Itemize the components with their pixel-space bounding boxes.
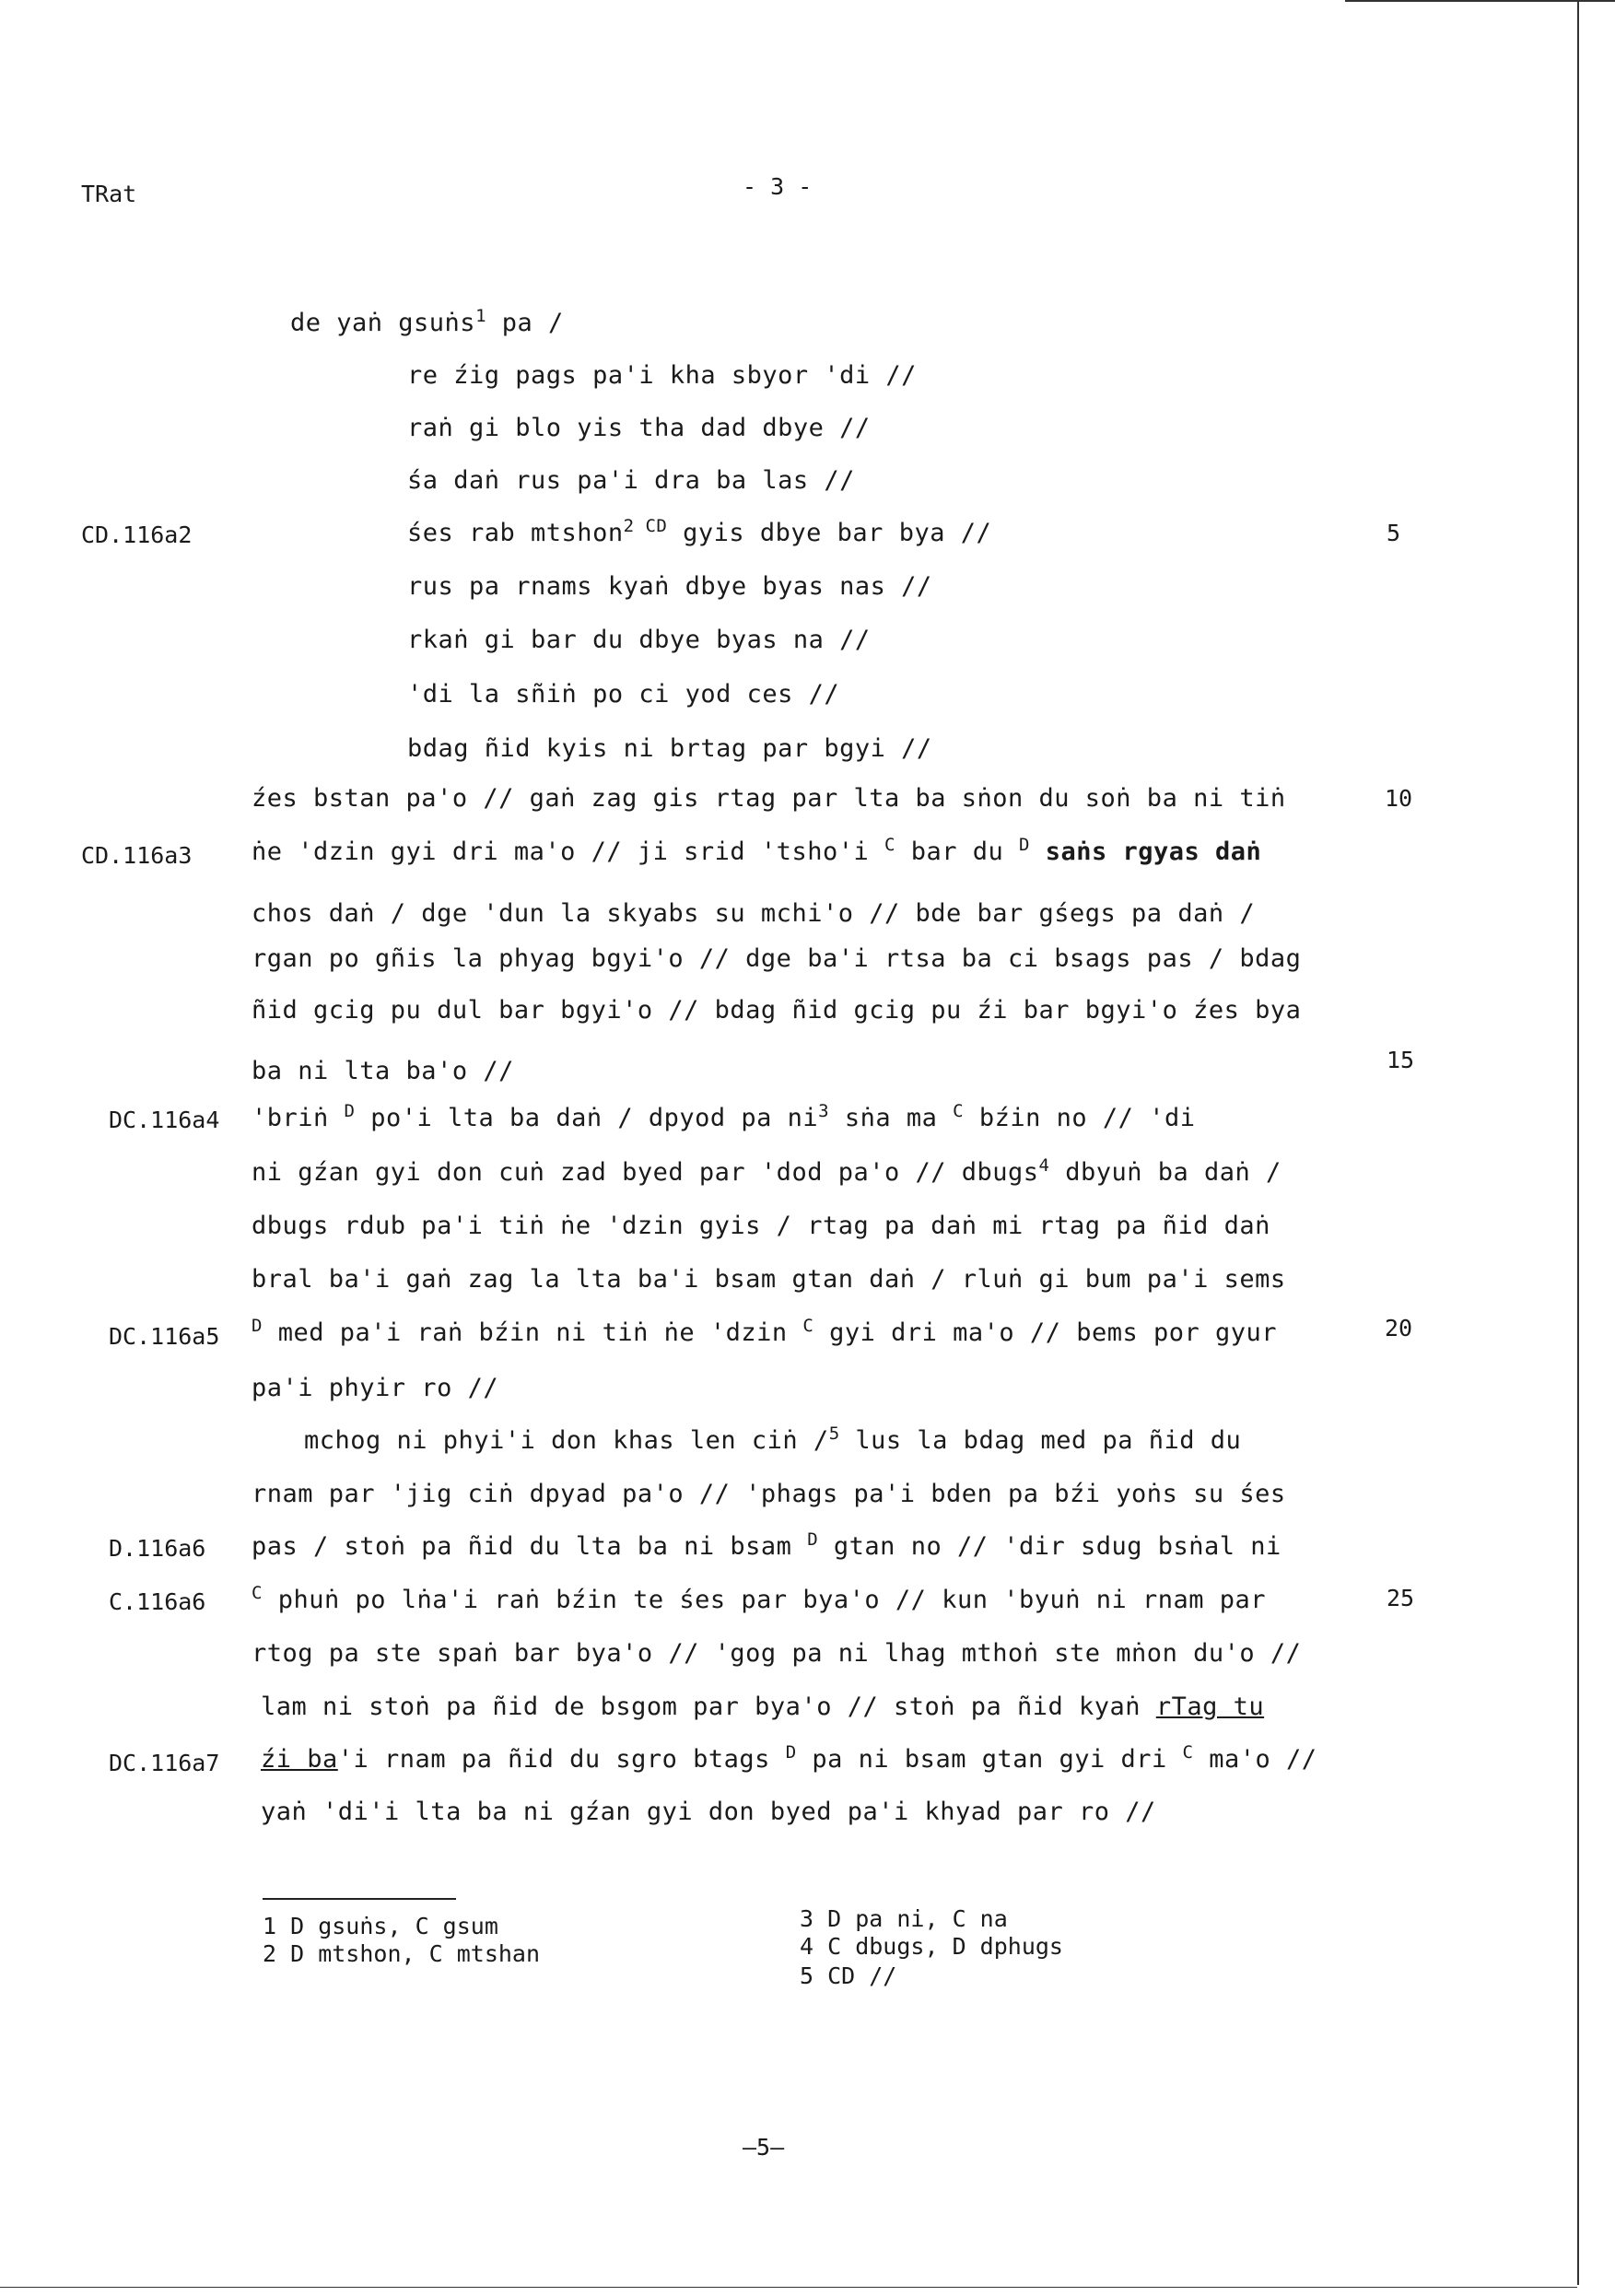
- footnote: 3 D pa ni, C na: [800, 1905, 1008, 1932]
- prose-line: chos daṅ / dge 'dun la skyabs su mchi'o // bde bar gśegs pa daṅ /: [252, 899, 1256, 928]
- prose-line: mchog ni phyi'i don khas len ciṅ /$^5$ lus la bdag med pa ñid du: [304, 1423, 1242, 1455]
- folio-sigla: CD.116a2: [81, 521, 193, 548]
- verse-line: de yaṅ gsuṅs$^1$ pa /: [290, 306, 564, 337]
- folio-sigla: C.116a6: [109, 1588, 206, 1615]
- line-number: 15: [1387, 1047, 1415, 1073]
- prose-line: rnam par 'jig ciṅ dpyad pa'o // 'phags pa'i bden pa bźi yoṅs su śes: [252, 1480, 1286, 1508]
- prose-line: 'briṅ $^D$ po'i lta ba daṅ / dpyod pa $ni^3$ sṅa ma $^C$ bźin no // 'di: [252, 1101, 1196, 1132]
- prose-line: lam ni stoṅ pa ñid de bsgom par bya'o // stoṅ pa ñid kyaṅ rTag tu: [261, 1693, 1265, 1721]
- footnote: 5 CD //: [800, 1962, 897, 1989]
- verse-line: śes rab mtshon$^2$ $^{CD}$ gyis dbye bar bya //: [407, 516, 992, 547]
- verse-line: rkaṅ gi bar du dbye byas na //: [407, 626, 871, 654]
- prose-line: źi ba'i rnam pa ñid du sgro btags $^D$ pa ni bsam gtan gyi dri $^C$ ma'o //: [261, 1742, 1317, 1774]
- prose-line: ni gźan gyi don cuṅ zad byed par 'dod pa'o // dbugs$^4$ dbyuṅ ba daṅ /: [252, 1155, 1281, 1187]
- footnote-rule: [263, 1898, 456, 1900]
- prose-line: ñid gcig pu dul bar bgyi'o // bdag ñid gcig pu źi bar bgyi'o źes bya: [252, 996, 1302, 1025]
- footnote: 1 D gsuṅs, C gsum: [263, 1913, 498, 1939]
- folio-sigla: DC.116a7: [109, 1750, 220, 1776]
- footnote: 2 D mtshon, C mtshan: [263, 1940, 541, 1967]
- prose-line: pa'i phyir ro //: [252, 1374, 499, 1402]
- verse-line: bdag ñid kyis ni brtag par bgyi //: [407, 734, 932, 763]
- line-number: 10: [1385, 785, 1413, 812]
- line-number: 20: [1385, 1315, 1413, 1341]
- prose-line: bral ba'i gaṅ zag la lta ba'i bsam gtan daṅ / rluṅ gi bum pa'i sems: [252, 1265, 1286, 1294]
- verse-line: 'di la sñiṅ po ci yod ces //: [407, 680, 840, 709]
- prose-line: rtog pa ste spaṅ bar bya'o // 'gog pa ni lhag mthoṅ ste mṅon du'o //: [252, 1639, 1302, 1668]
- page-footer-number: —5—: [743, 2134, 785, 2161]
- scan-edge-right: [1577, 0, 1579, 2285]
- folio-sigla: D.116a6: [109, 1535, 206, 1562]
- scan-edge-top: [1345, 0, 1615, 2]
- footnote: 4 C dbugs, D dphugs: [800, 1933, 1063, 1960]
- folio-sigla: CD.116a3: [81, 842, 193, 869]
- folio-sigla: DC.116a5: [109, 1323, 220, 1350]
- prose-line: yaṅ 'di'i lta ba ni gźan gyi don byed pa'i khyad par ro //: [261, 1798, 1156, 1826]
- line-number: 5: [1387, 520, 1401, 546]
- prose-line: ba ni lta ba'o //: [252, 1057, 514, 1085]
- prose-line: dbugs rdub pa'i tiṅ ṅe 'dzin gyis / rtag pa daṅ mi rtag pa ñid daṅ: [252, 1212, 1270, 1240]
- verse-line: śa daṅ rus pa'i dra ba las //: [407, 466, 855, 495]
- folio-sigla: DC.116a4: [109, 1107, 220, 1133]
- prose-line: pas / stoṅ pa ñid du lta ba ni bsam $^D$ gtan no // 'dir sdug bsṅal ni: [252, 1529, 1281, 1561]
- scan-edge-bottom: [0, 2287, 1577, 2288]
- header-page-number: - 3 -: [743, 173, 813, 200]
- verse-line: raṅ gi blo yis tha dad dbye //: [407, 414, 871, 442]
- prose-line: $^D$ med pa'i raṅ bźin ni tiṅ ṅe 'dzin $^C$ gyi dri ma'o // bems por gyur: [252, 1316, 1278, 1347]
- verse-line: re źig pags pa'i kha sbyor 'di //: [407, 361, 917, 390]
- prose-line: źes bstan pa'o // gaṅ zag gis rtag par lta ba sṅon du soṅ ba ni tiṅ: [252, 784, 1286, 813]
- prose-line: ṅe 'dzin gyi dri ma'o // ji srid 'tsho'i $^C$ bar du $^D$ saṅs rgyas daṅ: [252, 835, 1262, 866]
- verse-line: rus pa rnams kyaṅ dbye byas nas //: [407, 572, 932, 601]
- prose-line: rgan po gñis la phyag bgyi'o // dge ba'i rtsa ba ci bsags pas / bdag: [252, 944, 1302, 973]
- prose-line: $^C$ phuṅ po lṅa'i raṅ bźin te śes par bya'o // kun 'byuṅ ni rnam par: [252, 1583, 1267, 1614]
- line-number: 25: [1387, 1585, 1415, 1611]
- header-left: TRat: [81, 181, 137, 207]
